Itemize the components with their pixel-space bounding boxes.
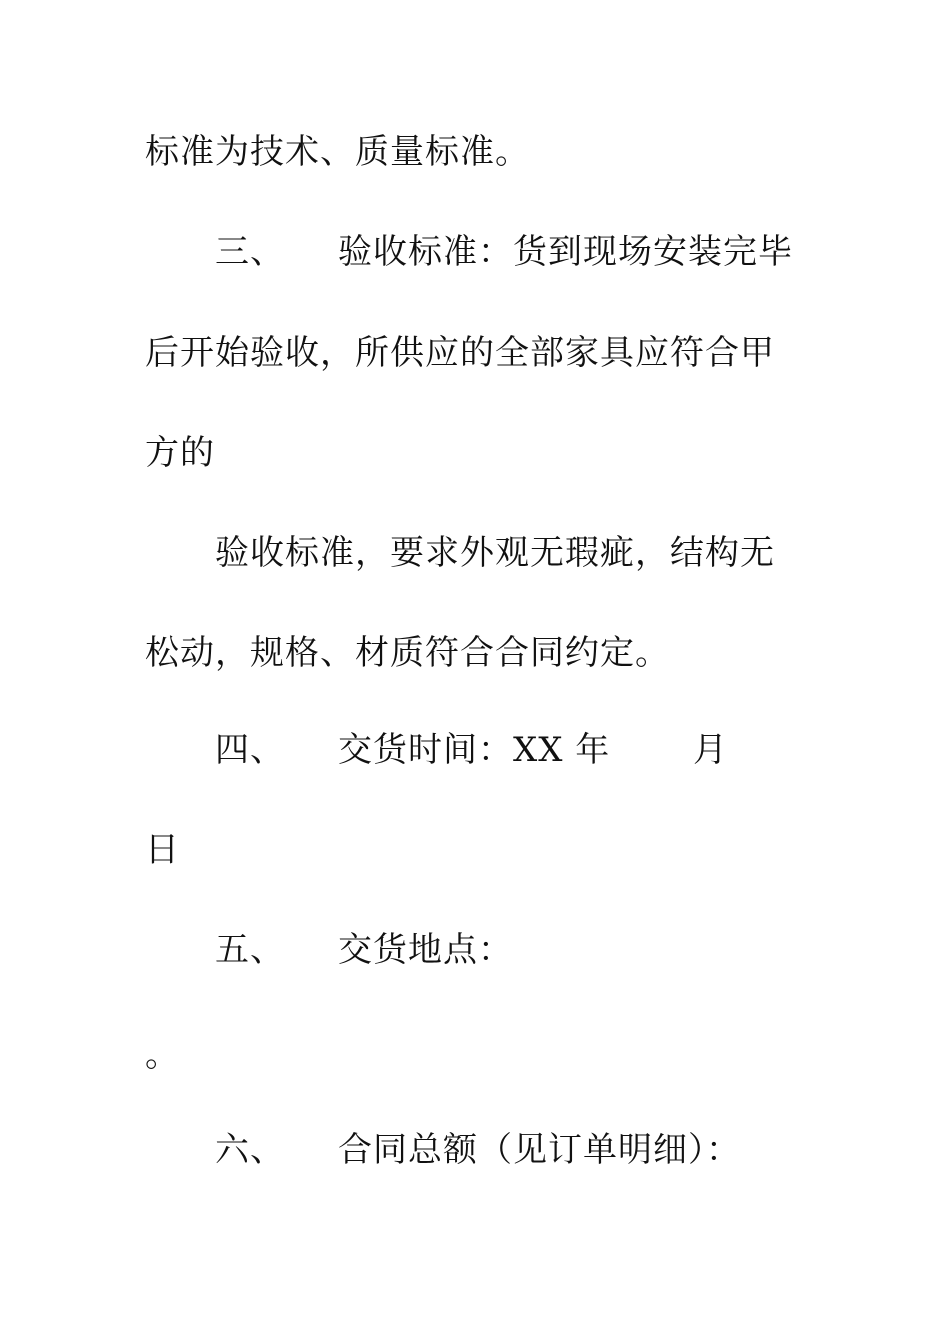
day-label: 日 <box>145 830 180 870</box>
section-number: 四、 <box>215 730 285 770</box>
text-line: 松动，规格、材质符合合同约定。 <box>145 633 670 673</box>
text-line: 标准为技术、质量标准。 <box>145 132 530 172</box>
section-5-heading: 交货地点： <box>338 930 513 970</box>
section-number: 三、 <box>215 232 285 272</box>
section-6-heading: 合同总额（见订单明细）： <box>338 1130 741 1170</box>
section-number: 五、 <box>215 930 285 970</box>
text-line: 方的 <box>145 433 215 473</box>
section-4-heading: 交货时间：XX 年 <box>338 730 611 770</box>
section-number: 六、 <box>215 1130 285 1170</box>
month-label: 月 <box>693 730 728 770</box>
section-3-heading: 验收标准：货到现场安装完毕 <box>338 232 793 272</box>
text-line: 。 <box>145 1035 180 1075</box>
text-line: 后开始验收，所供应的全部家具应符合甲 <box>145 333 775 373</box>
text-line: 验收标准，要求外观无瑕疵，结构无 <box>215 533 775 573</box>
